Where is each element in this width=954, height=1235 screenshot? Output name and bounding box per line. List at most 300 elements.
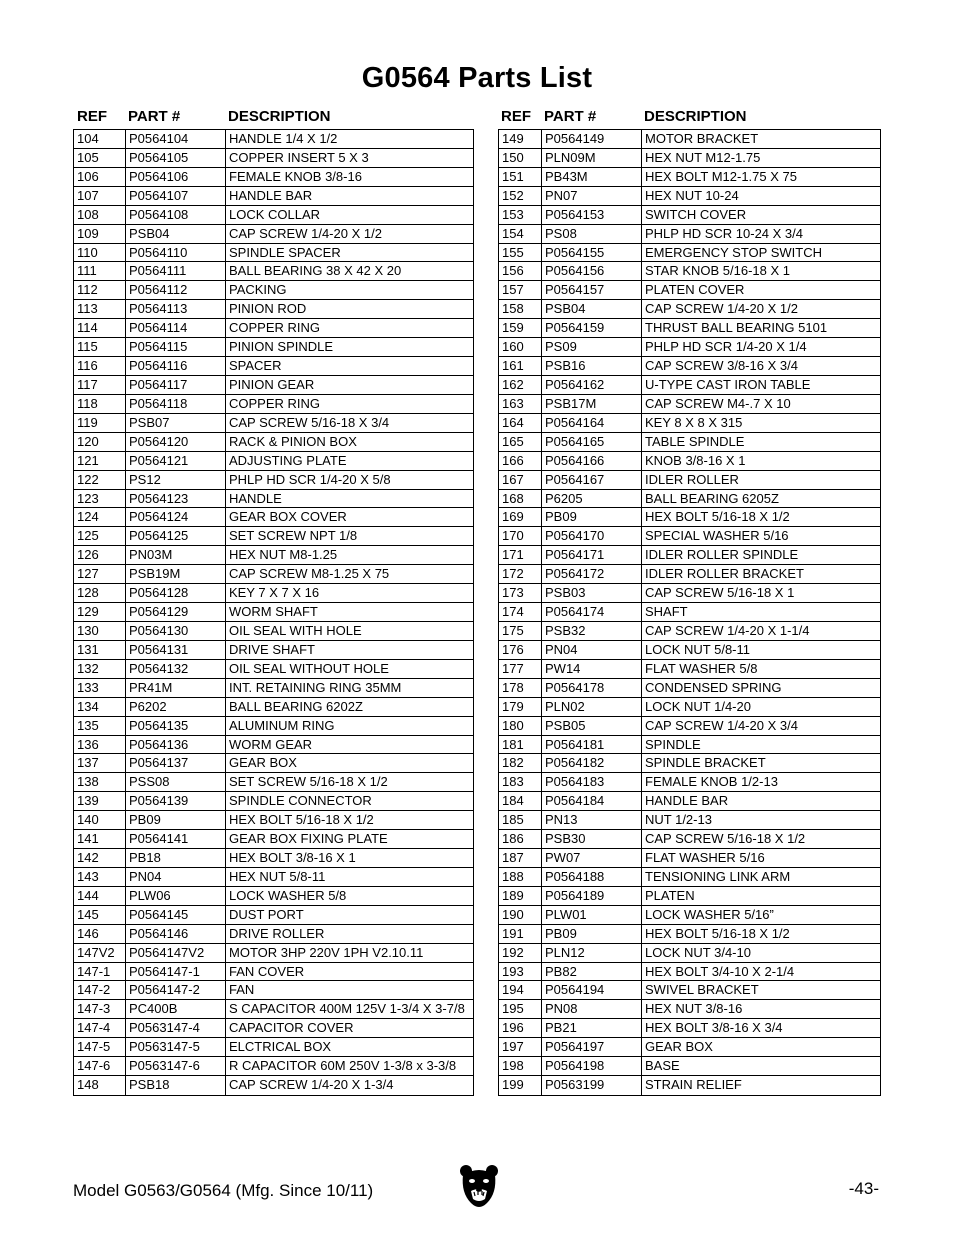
description-header: DESCRIPTION <box>228 108 331 125</box>
table-row <box>74 906 473 925</box>
part-number-cell: P0564189 <box>541 887 641 905</box>
ref-cell: 147-6 <box>77 1058 111 1074</box>
part-number-cell: PN03M <box>125 546 225 564</box>
description-header: DESCRIPTION <box>644 108 747 125</box>
ref-cell: 156 <box>502 263 524 279</box>
ref-cell: 106 <box>77 168 99 184</box>
part-number-cell: P0564132 <box>125 660 225 678</box>
part-number-cell: P0564110 <box>125 244 225 262</box>
part-number-cell: P0564182 <box>541 754 641 772</box>
description-cell: HEX BOLT M12-1.75 X 75 <box>641 168 880 186</box>
description-cell: S CAPACITOR 400M 125V 1-3/4 X 3-7/8 <box>225 1000 473 1018</box>
description-cell: HEX BOLT 3/8-16 X 3/4 <box>641 1019 880 1037</box>
table-row <box>499 452 880 471</box>
table-row <box>499 660 880 679</box>
ref-header: REF <box>77 108 107 125</box>
table-row <box>499 262 880 281</box>
table-row <box>74 338 473 357</box>
ref-cell: 142 <box>77 850 99 866</box>
ref-cell: 186 <box>502 831 524 847</box>
description-cell: PINION ROD <box>225 300 473 318</box>
part-number-cell: P0564104 <box>125 130 225 148</box>
part-number-cell: P0564164 <box>541 414 641 432</box>
description-cell: BALL BEARING 38 X 42 X 20 <box>225 262 473 280</box>
table-row <box>74 376 473 395</box>
part-number-cell: P0564107 <box>125 187 225 205</box>
part-number-cell: P0563147-6 <box>125 1057 225 1075</box>
table-row <box>74 868 473 887</box>
table-row <box>74 1076 473 1095</box>
description-cell: FEMALE KNOB 1/2-13 <box>641 773 880 791</box>
part-number-cell: P0564157 <box>541 281 641 299</box>
table-row <box>499 508 880 527</box>
ref-cell: 109 <box>77 225 99 241</box>
part-number-cell: P0564155 <box>541 244 641 262</box>
part-number-cell: P0564188 <box>541 868 641 886</box>
part-number-cell: PSB19M <box>125 565 225 583</box>
part-number-cell: PSB18 <box>125 1076 225 1095</box>
description-cell: LOCK WASHER 5/16” <box>641 906 880 924</box>
description-cell: CAP SCREW 1/4-20 X 1/2 <box>641 300 880 318</box>
part-number-cell: PS08 <box>541 225 641 243</box>
table-row <box>499 1076 880 1095</box>
part-number-cell: P0564118 <box>125 395 225 413</box>
description-cell: TENSIONING LINK ARM <box>641 868 880 886</box>
description-cell: FAN COVER <box>225 963 473 981</box>
part-number-cell: P0564184 <box>541 792 641 810</box>
description-cell: HEX BOLT 5/16-18 X 1/2 <box>641 508 880 526</box>
table-row <box>499 868 880 887</box>
part-number-cell: P0564120 <box>125 433 225 451</box>
description-cell: ELCTRICAL BOX <box>225 1038 473 1056</box>
part-number-cell: P0564166 <box>541 452 641 470</box>
description-cell: HANDLE 1/4 X 1/2 <box>225 130 473 148</box>
description-cell: FLAT WASHER 5/16 <box>641 849 880 867</box>
description-cell: COPPER INSERT 5 X 3 <box>225 149 473 167</box>
description-cell: CONDENSED SPRING <box>641 679 880 697</box>
table-row <box>499 546 880 565</box>
ref-cell: 169 <box>502 509 524 525</box>
description-cell: CAP SCREW 1/4-20 X 1-3/4 <box>225 1076 473 1095</box>
part-number-cell: P6202 <box>125 698 225 716</box>
part-number-cell: PLW06 <box>125 887 225 905</box>
table-row <box>499 1019 880 1038</box>
table-row <box>74 149 473 168</box>
table-row <box>74 471 473 490</box>
ref-cell: 134 <box>77 698 99 714</box>
ref-cell: 147V2 <box>77 944 115 960</box>
part-number-cell: PSB30 <box>541 830 641 848</box>
table-row <box>499 244 880 263</box>
description-cell: ADJUSTING PLATE <box>225 452 473 470</box>
ref-cell: 179 <box>502 698 524 714</box>
table-row <box>499 679 880 698</box>
part-number-cell: P0564111 <box>125 262 225 280</box>
ref-cell: 110 <box>77 244 98 260</box>
description-cell: CAP SCREW 3/8-16 X 3/4 <box>641 357 880 375</box>
description-cell: HEX BOLT 3/4-10 X 2-1/4 <box>641 963 880 981</box>
description-cell: SPECIAL WASHER 5/16 <box>641 527 880 545</box>
description-cell: STRAIN RELIEF <box>641 1076 880 1095</box>
table-row <box>74 319 473 338</box>
part-number-cell: P0564137 <box>125 754 225 772</box>
table-row <box>74 1000 473 1019</box>
table-row <box>74 433 473 452</box>
ref-cell: 164 <box>502 414 524 430</box>
ref-cell: 115 <box>77 339 98 355</box>
part-header: PART # <box>544 108 597 125</box>
ref-cell: 116 <box>77 358 98 374</box>
part-number-cell: P0564146 <box>125 925 225 943</box>
part-number-cell: PS09 <box>541 338 641 356</box>
table-row <box>499 281 880 300</box>
description-cell: IDLER ROLLER SPINDLE <box>641 546 880 564</box>
ref-cell: 151 <box>502 168 524 184</box>
description-cell: OIL SEAL WITH HOLE <box>225 622 473 640</box>
description-cell: DRIVE ROLLER <box>225 925 473 943</box>
ref-cell: 194 <box>502 982 524 998</box>
ref-cell: 118 <box>77 395 98 411</box>
table-row <box>499 925 880 944</box>
table-row <box>499 187 880 206</box>
table-row <box>499 357 880 376</box>
table-row <box>74 225 473 244</box>
ref-cell: 152 <box>502 187 524 203</box>
description-cell: PHLP HD SCR 1/4-20 X 1/4 <box>641 338 880 356</box>
part-number-cell: PLW01 <box>541 906 641 924</box>
table-row <box>74 849 473 868</box>
part-number-cell: PSB16 <box>541 357 641 375</box>
table-row <box>74 508 473 527</box>
ref-cell: 120 <box>77 433 99 449</box>
table-row <box>499 527 880 546</box>
description-cell: CAP SCREW 1/4-20 X 1-1/4 <box>641 622 880 640</box>
table-row <box>499 376 880 395</box>
description-cell: KNOB 3/8-16 X 1 <box>641 452 880 470</box>
ref-cell: 197 <box>502 1039 524 1055</box>
ref-cell: 150 <box>502 149 524 165</box>
ref-cell: 141 <box>77 831 99 847</box>
ref-cell: 180 <box>502 717 524 733</box>
part-number-cell: P0564123 <box>125 490 225 508</box>
table-row <box>74 206 473 225</box>
description-cell: IDLER ROLLER BRACKET <box>641 565 880 583</box>
part-number-cell: PN04 <box>125 868 225 886</box>
description-cell: STAR KNOB 5/16-18 X 1 <box>641 262 880 280</box>
table-row <box>499 338 880 357</box>
ref-cell: 124 <box>77 509 99 525</box>
table-body <box>498 129 881 1096</box>
part-number-cell: P0564197 <box>541 1038 641 1056</box>
table-row <box>74 527 473 546</box>
ref-cell: 161 <box>502 358 524 374</box>
part-number-cell: PB18 <box>125 849 225 867</box>
table-row <box>499 641 880 660</box>
ref-cell: 136 <box>77 736 99 752</box>
table-row <box>74 1038 473 1057</box>
part-number-cell: PSB04 <box>125 225 225 243</box>
part-number-cell: PSB32 <box>541 622 641 640</box>
table-row <box>499 130 880 149</box>
table-row <box>499 622 880 641</box>
part-number-cell: P0564178 <box>541 679 641 697</box>
table-row <box>74 262 473 281</box>
parts-table-right <box>498 106 881 1096</box>
table-row <box>74 1057 473 1076</box>
description-cell: RACK & PINION BOX <box>225 433 473 451</box>
table-row <box>74 546 473 565</box>
ref-cell: 157 <box>502 282 524 298</box>
description-cell: CAP SCREW 5/16-18 X 1 <box>641 584 880 602</box>
description-cell: CAP SCREW 5/16-18 X 3/4 <box>225 414 473 432</box>
part-number-cell: PB09 <box>541 508 641 526</box>
description-cell: HANDLE BAR <box>641 792 880 810</box>
part-number-cell: P0564113 <box>125 300 225 318</box>
ref-cell: 162 <box>502 376 524 392</box>
part-number-cell: P0564121 <box>125 452 225 470</box>
ref-cell: 159 <box>502 320 524 336</box>
parts-table-left <box>73 106 474 1096</box>
table-row <box>74 944 473 963</box>
part-number-cell: P0563147-4 <box>125 1019 225 1037</box>
ref-cell: 149 <box>502 131 524 146</box>
ref-cell: 127 <box>77 566 99 582</box>
description-cell: FAN <box>225 981 473 999</box>
table-row <box>499 490 880 509</box>
part-number-cell: PB82 <box>541 963 641 981</box>
table-row <box>499 963 880 982</box>
part-number-cell: P0564128 <box>125 584 225 602</box>
description-cell: DRIVE SHAFT <box>225 641 473 659</box>
table-row <box>74 603 473 622</box>
description-cell: SPINDLE <box>641 736 880 754</box>
part-number-cell: PS12 <box>125 471 225 489</box>
description-cell: GEAR BOX FIXING PLATE <box>225 830 473 848</box>
table-row <box>499 584 880 603</box>
part-number-cell: P0564171 <box>541 546 641 564</box>
description-cell: HEX NUT 10-24 <box>641 187 880 205</box>
ref-cell: 145 <box>77 906 99 922</box>
description-cell: GEAR BOX COVER <box>225 508 473 526</box>
part-number-cell: PB09 <box>125 811 225 829</box>
ref-cell: 143 <box>77 868 99 884</box>
table-row <box>74 490 473 509</box>
table-row <box>499 395 880 414</box>
table-row <box>74 300 473 319</box>
part-number-cell: P0564114 <box>125 319 225 337</box>
description-cell: SHAFT <box>641 603 880 621</box>
part-number-cell: PN13 <box>541 811 641 829</box>
ref-cell: 147-2 <box>77 982 111 998</box>
description-cell: DUST PORT <box>225 906 473 924</box>
part-number-cell: PN08 <box>541 1000 641 1018</box>
description-cell: INT. RETAINING RING 35MM <box>225 679 473 697</box>
ref-cell: 187 <box>502 850 524 866</box>
table-body <box>73 129 474 1096</box>
part-number-cell: P0564105 <box>125 149 225 167</box>
description-cell: IDLER ROLLER <box>641 471 880 489</box>
table-row <box>74 244 473 263</box>
description-cell: EMERGENCY STOP SWITCH <box>641 244 880 262</box>
part-number-cell: P0564147-2 <box>125 981 225 999</box>
part-number-cell: P0564165 <box>541 433 641 451</box>
part-number-cell: P0564136 <box>125 736 225 754</box>
ref-cell: 117 <box>77 376 98 392</box>
table-row <box>499 225 880 244</box>
part-number-cell: P0564162 <box>541 376 641 394</box>
ref-cell: 191 <box>502 925 524 941</box>
description-cell: NUT 1/2-13 <box>641 811 880 829</box>
table-row <box>74 679 473 698</box>
description-cell: PHLP HD SCR 10-24 X 3/4 <box>641 225 880 243</box>
table-row <box>74 963 473 982</box>
description-cell: SET SCREW 5/16-18 X 1/2 <box>225 773 473 791</box>
description-cell: LOCK COLLAR <box>225 206 473 224</box>
part-number-cell: P0564115 <box>125 338 225 356</box>
table-row <box>74 717 473 736</box>
part-number-cell: P0563147-5 <box>125 1038 225 1056</box>
table-row <box>499 754 880 773</box>
table-row <box>499 206 880 225</box>
ref-cell: 137 <box>77 755 99 771</box>
ref-cell: 171 <box>502 547 524 563</box>
ref-cell: 129 <box>77 604 99 620</box>
ref-cell: 132 <box>77 660 99 676</box>
table-row <box>74 641 473 660</box>
table-row <box>74 168 473 187</box>
description-cell: OIL SEAL WITHOUT HOLE <box>225 660 473 678</box>
description-cell: WORM GEAR <box>225 736 473 754</box>
part-number-cell: P0564183 <box>541 773 641 791</box>
ref-cell: 170 <box>502 528 524 544</box>
part-number-cell: P0564145 <box>125 906 225 924</box>
table-row <box>499 603 880 622</box>
description-cell: PLATEN COVER <box>641 281 880 299</box>
description-cell: HEX NUT M12-1.75 <box>641 149 880 167</box>
ref-cell: 189 <box>502 887 524 903</box>
part-number-cell: PB09 <box>541 925 641 943</box>
part-header: PART # <box>128 108 181 125</box>
description-cell: SPINDLE SPACER <box>225 244 473 262</box>
ref-cell: 175 <box>502 622 524 638</box>
description-cell: MOTOR BRACKET <box>641 130 880 148</box>
part-number-cell: P0564149 <box>541 130 641 148</box>
ref-cell: 147-4 <box>77 1020 111 1036</box>
ref-cell: 167 <box>502 471 524 487</box>
table-row <box>74 622 473 641</box>
part-number-cell: P0564124 <box>125 508 225 526</box>
description-cell: PINION SPINDLE <box>225 338 473 356</box>
table-row <box>499 736 880 755</box>
table-row <box>499 717 880 736</box>
description-cell: LOCK NUT 3/4-10 <box>641 944 880 962</box>
ref-cell: 135 <box>77 717 99 733</box>
description-cell: KEY 8 X 8 X 315 <box>641 414 880 432</box>
description-cell: HEX BOLT 5/16-18 X 1/2 <box>641 925 880 943</box>
part-number-cell: P0564194 <box>541 981 641 999</box>
table-row <box>499 149 880 168</box>
description-cell: SWIVEL BRACKET <box>641 981 880 999</box>
description-cell: COPPER RING <box>225 319 473 337</box>
description-cell: CAP SCREW M8-1.25 X 75 <box>225 565 473 583</box>
table-row <box>499 414 880 433</box>
part-number-cell: P0564198 <box>541 1057 641 1075</box>
ref-cell: 158 <box>502 301 524 317</box>
ref-cell: 188 <box>502 868 524 884</box>
bear-head-icon <box>459 1163 499 1211</box>
ref-cell: 147-5 <box>77 1039 111 1055</box>
ref-cell: 122 <box>77 471 99 487</box>
table-row <box>74 736 473 755</box>
table-row <box>74 660 473 679</box>
ref-cell: 198 <box>502 1058 524 1074</box>
ref-cell: 148 <box>77 1077 99 1093</box>
description-cell: PHLP HD SCR 1/4-20 X 5/8 <box>225 471 473 489</box>
part-number-cell: PSS08 <box>125 773 225 791</box>
table-row <box>499 811 880 830</box>
ref-cell: 192 <box>502 944 524 960</box>
table-row <box>499 792 880 811</box>
ref-cell: 114 <box>77 320 98 336</box>
ref-cell: 104 <box>77 131 99 146</box>
part-number-cell: PSB07 <box>125 414 225 432</box>
table-row <box>74 395 473 414</box>
description-cell: CAP SCREW 1/4-20 X 1/2 <box>225 225 473 243</box>
part-number-cell: PLN12 <box>541 944 641 962</box>
table-row <box>74 925 473 944</box>
table-row <box>74 773 473 792</box>
description-cell: COPPER RING <box>225 395 473 413</box>
ref-cell: 184 <box>502 793 524 809</box>
ref-cell: 144 <box>77 887 99 903</box>
ref-cell: 112 <box>77 282 98 298</box>
description-cell: LOCK NUT 1/4-20 <box>641 698 880 716</box>
description-cell: R CAPACITOR 60M 250V 1-3/8 x 3-3/8 <box>225 1057 473 1075</box>
part-number-cell: PLN02 <box>541 698 641 716</box>
ref-cell: 185 <box>502 812 524 828</box>
description-cell: TABLE SPINDLE <box>641 433 880 451</box>
description-cell: BASE <box>641 1057 880 1075</box>
part-number-cell: P0564141 <box>125 830 225 848</box>
description-cell: GEAR BOX <box>641 1038 880 1056</box>
ref-cell: 105 <box>77 149 99 165</box>
table-header <box>73 106 474 129</box>
table-row <box>74 754 473 773</box>
ref-cell: 121 <box>77 452 99 468</box>
table-header <box>498 106 881 129</box>
ref-cell: 163 <box>502 395 524 411</box>
ref-cell: 166 <box>502 452 524 468</box>
part-number-cell: P0564156 <box>541 262 641 280</box>
part-number-cell: PC400B <box>125 1000 225 1018</box>
description-cell: SET SCREW NPT 1/8 <box>225 527 473 545</box>
ref-cell: 147-3 <box>77 1001 111 1017</box>
table-row <box>74 584 473 603</box>
description-cell: KEY 7 X 7 X 16 <box>225 584 473 602</box>
part-number-cell: PN04 <box>541 641 641 659</box>
table-row <box>499 1000 880 1019</box>
part-number-cell: P0564159 <box>541 319 641 337</box>
description-cell: BALL BEARING 6202Z <box>225 698 473 716</box>
table-row <box>499 168 880 187</box>
table-row <box>499 471 880 490</box>
ref-cell: 176 <box>502 641 524 657</box>
ref-cell: 183 <box>502 774 524 790</box>
ref-cell: 130 <box>77 622 99 638</box>
ref-cell: 107 <box>77 187 99 203</box>
table-row <box>74 792 473 811</box>
ref-cell: 173 <box>502 585 524 601</box>
